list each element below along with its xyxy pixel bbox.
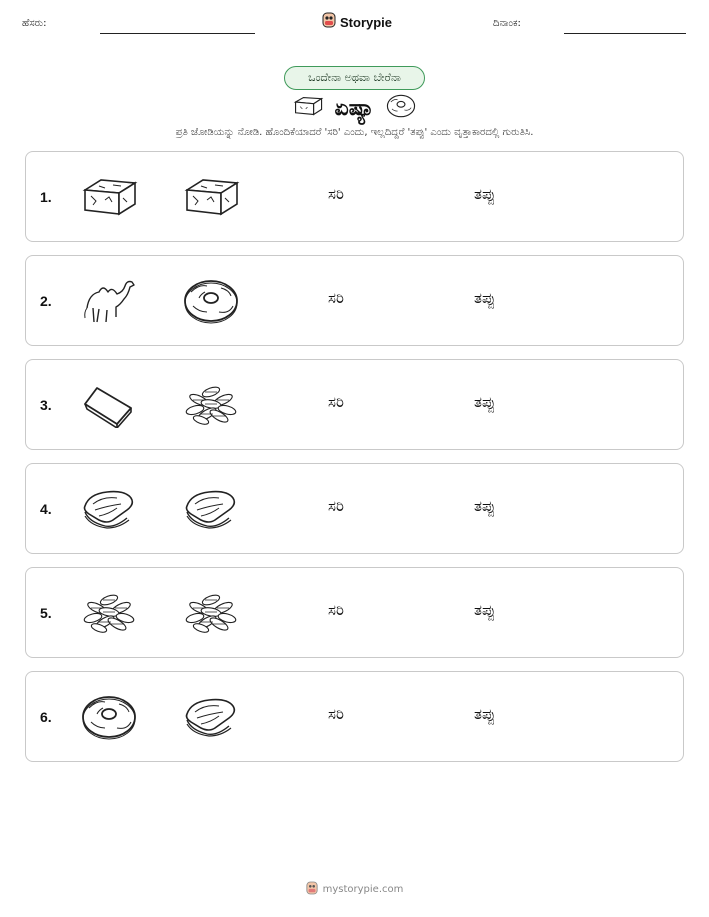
worksheet-type-tag: ಒಂದೇನಾ ಅಥವಾ ಬೇರೆನಾ <box>284 66 425 90</box>
layered-pastry-icon <box>181 694 241 740</box>
question-number: 1. <box>40 189 52 205</box>
name-label: ಹೆಸರು: <box>22 18 47 29</box>
footer-url: mystorypie.com <box>322 884 404 895</box>
footer <box>0 881 709 898</box>
layered-pastry-icon <box>79 486 139 532</box>
option-different[interactable]: ತಪ್ಪು <box>474 601 496 619</box>
storypie-mascot-icon <box>322 12 336 32</box>
option-same[interactable]: ಸರಿ <box>328 185 344 203</box>
option-different[interactable]: ತಪ್ಪು <box>474 705 496 723</box>
option-same[interactable]: ಸರಿ <box>328 497 344 515</box>
dates-icon <box>181 382 241 428</box>
date-label: ದಿನಾಂಕ: <box>493 18 521 29</box>
option-same[interactable]: ಸರಿ <box>328 705 344 723</box>
option-different[interactable]: ತಪ್ಪು <box>474 393 496 411</box>
tofu-icon <box>181 174 241 220</box>
dates-icon <box>181 590 241 636</box>
question-row <box>25 255 684 346</box>
layered-pastry-icon <box>181 486 241 532</box>
folded-cloth-icon <box>79 382 139 428</box>
question-number: 5. <box>40 605 52 621</box>
donut-icon <box>79 694 139 740</box>
tofu-icon <box>79 174 139 220</box>
instruction-text: ಪ್ರತಿ ಜೋಡಿಯನ್ನು ನೋಡಿ. ಹೊಂದಿಕೆಯಾದರೆ 'ಸರಿ' ಎಂದು, ಇಲ್ಲದಿದ್ದರೆ 'ತಪ್ಪು' ಎಂದು ವೃತ್ತಾಕಾರದಲ್ಲಿ ಗುರುತಿಸಿ. <box>175 127 534 138</box>
question-row <box>25 463 684 554</box>
camel-icon <box>79 278 139 324</box>
donut-icon <box>181 278 241 324</box>
page-title: ಏಷ್ಯಾ <box>334 95 375 121</box>
donut-icon <box>384 93 418 123</box>
option-different[interactable]: ತಪ್ಪು <box>474 185 496 203</box>
question-number: 6. <box>40 709 52 725</box>
brand <box>322 12 392 32</box>
option-same[interactable]: ಸರಿ <box>328 393 344 411</box>
option-different[interactable]: ತಪ್ಪು <box>474 497 496 515</box>
brand-name: Storypie <box>340 14 393 30</box>
question-row <box>25 359 684 450</box>
dates-icon <box>79 590 139 636</box>
date-line[interactable] <box>564 33 686 34</box>
option-same[interactable]: ಸರಿ <box>328 289 344 307</box>
question-row <box>25 151 684 242</box>
option-same[interactable]: ಸರಿ <box>328 601 344 619</box>
title-row <box>0 93 709 123</box>
question-number: 3. <box>40 397 52 413</box>
question-number: 2. <box>40 293 52 309</box>
question-row <box>25 567 684 658</box>
name-line[interactable] <box>100 33 255 34</box>
option-different[interactable]: ತಪ್ಪು <box>474 289 496 307</box>
question-number: 4. <box>40 501 52 517</box>
storypie-mascot-icon <box>306 881 318 898</box>
question-row <box>25 671 684 762</box>
tofu-icon <box>291 93 325 123</box>
